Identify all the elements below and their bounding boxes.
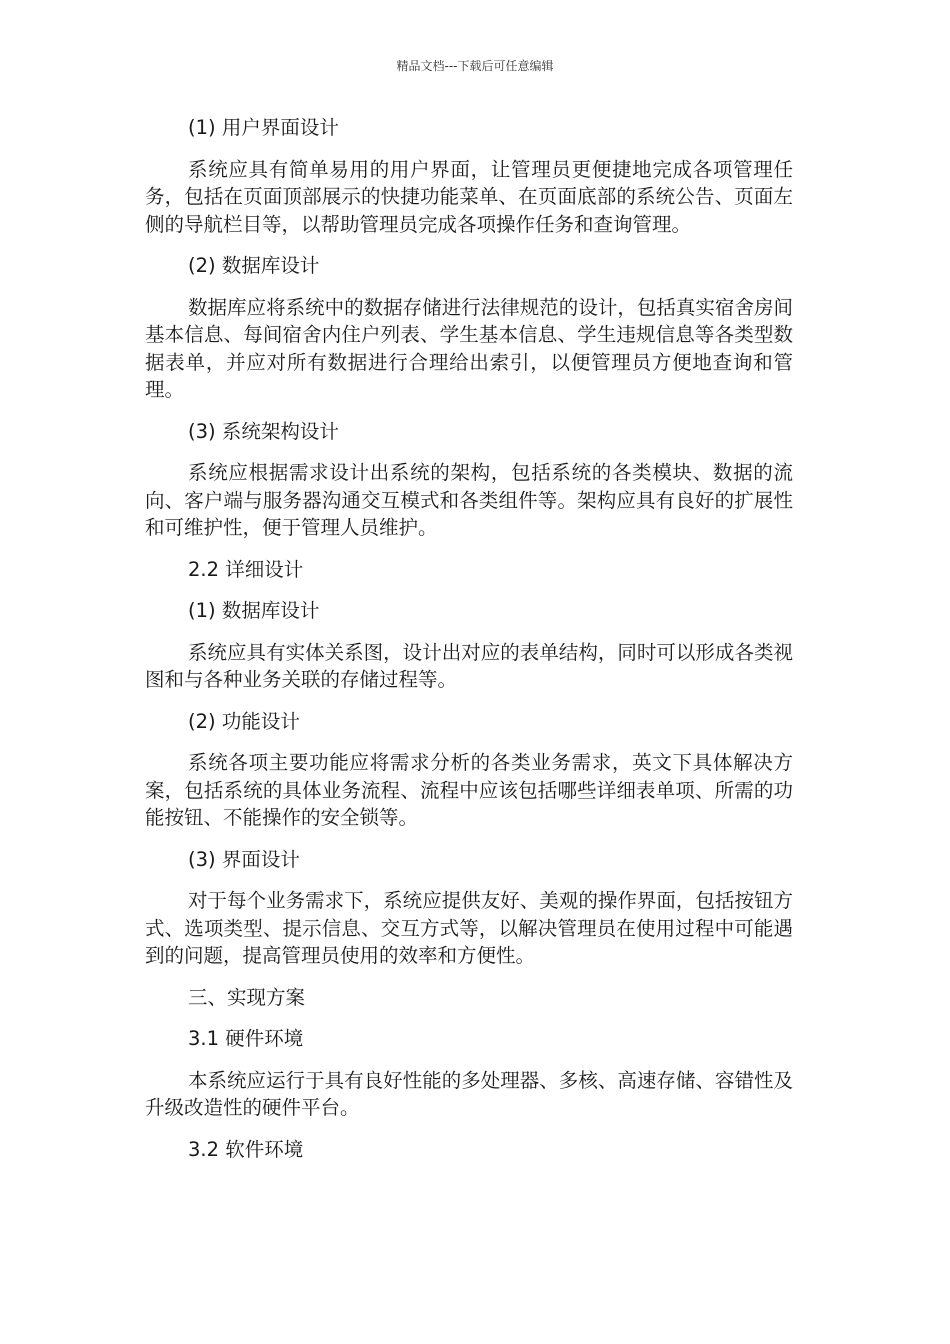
- subheading-detailed-database-design: (1) 数据库设计: [188, 599, 320, 622]
- section-heading-detailed-design: 2.2 详细设计: [188, 557, 304, 581]
- paragraph-hardware: 本系统应运行于具有良好性能的多处理器、多核、高速存储、容错性及升级改造性的硬件平台。: [145, 1068, 793, 1119]
- page-header: 精品文档---下载后可任意编辑: [396, 59, 554, 73]
- paragraph-detailed-database-design: 系统应具有实体关系图，设计出对应的表单结构，同时可以形成各类视图和与各种业务关联的存储过程等。: [145, 640, 793, 691]
- subheading-architecture-design: (3) 系统架构设计: [188, 419, 339, 443]
- paragraph-architecture-design: 系统应根据需求设计出系统的架构，包括系统的各类模块、数据的流向、客户端与服务器沟通交互模式和各类组件等。架构应具有良好的扩展性和可维护性，便于管理人员维护。: [145, 461, 793, 539]
- document-body: [145, 114, 793, 1163]
- paragraph-ui-design: 系统应具有简单易用的用户界面，让管理员更便捷地完成各项管理任务，包括在页面顶部展示的快捷功能菜单、在页面底部的系统公告、页面左侧的导航栏目等，以帮助管理员完成各项操作任务和查询管理。: [145, 157, 793, 236]
- section-heading-hardware: 3.1 硬件环境: [188, 1027, 304, 1050]
- subheading-ui-design: (1) 用户界面设计: [188, 116, 339, 139]
- subheading-function-design: (2) 功能设计: [188, 709, 300, 733]
- paragraph-interface-design: 对于每个业务需求下，系统应提供友好、美观的操作界面，包括按钮方式、选项类型、提示信息、交互方式等，以解决管理员在使用过程中可能遇到的问题，提高管理员使用的效率和方便性。: [145, 889, 793, 967]
- subheading-database-design: (2) 数据库设计: [188, 254, 320, 277]
- paragraph-function-design: 系统各项主要功能应将需求分析的各类业务需求，英文下具体解决方案，包括系统的具体业务流程、流程中应该包括哪些详细表单项、所需的功能按钮、不能操作的安全锁等。: [145, 751, 793, 829]
- paragraph-database-design: 数据库应将系统中的数据存储进行法律规范的设计，包括真实宿舍房间基本信息、每间宿舍内住户列表、学生基本信息、学生违规信息等各类型数据表单，并应对所有数据进行合理给出索引，以便管理员方便地查询和管理。: [145, 295, 793, 401]
- subheading-interface-design: (3) 界面设计: [188, 847, 300, 871]
- chapter-heading-implementation: 三、实现方案: [188, 985, 306, 1009]
- section-heading-software: 3.2 软件环境: [188, 1137, 304, 1161]
